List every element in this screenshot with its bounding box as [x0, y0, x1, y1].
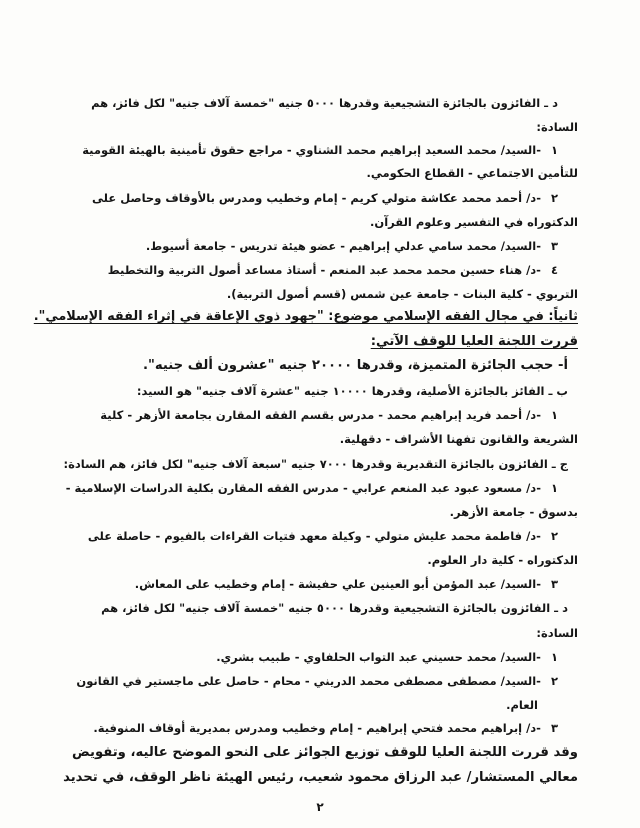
list-item: ١-السيد/ محمد حسيني عبد التواب الحلفاوي - طبيب بشري.: [216, 650, 558, 664]
page-number: ٢: [316, 800, 324, 814]
list-item-cont: الدكتوراه - كلية دار العلوم.: [427, 553, 578, 567]
list-item: ٤-د/ هناء حسين محمد محمد عبد المنعم - أستاذ مساعد أصول التربية والتخطيط: [107, 263, 558, 277]
list-item: ١-د/ مسعود عبود عبد المنعم عرابي - مدرس الفقه المقارن بكلية الدراسات الإسلامية -: [65, 481, 558, 495]
list-item: ٢-د/ أحمد محمد عكاشة متولي كريم - إمام وخطيب ومدرس بالأوقاف وحاصل على: [92, 191, 558, 205]
list-item-cont: بدسوق - جامعة الأزهر.: [449, 505, 578, 519]
item-a: أ- حجب الجائزة المتميزة، وقدرها ٢٠٠٠٠ جنيه "عشرون ألف جنيه".: [142, 358, 568, 373]
item-c: ج ـ الفائزون بالجائزة التقديرية وقدرها ٧٠٠٠ جنيه "سبعة آلاف جنيه" لكل فائز، هم السادة:: [63, 457, 568, 471]
list-item: ٣-د/ إبراهيم محمد فتحي إبراهيم - إمام وخطيب ومدرس بمديرية أوقاف المنوفية.: [93, 721, 558, 735]
closing-paragraph: وقد قررت اللجنة العليا للوقف توزيع الجوائز على النحو الموضح عاليه، وتفويض: [72, 745, 578, 760]
item-d-cont: السادة:: [536, 626, 578, 640]
section-two-title: ثانياً: في مجال الفقه الإسلامي موضوع: "جهود ذوي الإعاقة في إثراء الفقه الإسلامي".: [33, 309, 578, 324]
list-item-cont: التربوي - كلية البنات - جامعة عين شمس (قسم أصول التربية).: [226, 287, 578, 301]
item-d: د ـ الفائزون بالجائزة التشجيعية وقدرها ٥٠٠٠ جنيه "خمسة آلاف جنيه" لكل فائز، هم: [101, 601, 568, 615]
committee-decision-heading: قررت اللجنة العليا للوقف الآتي:: [370, 334, 578, 349]
closing-paragraph-cont: معالي المستشار/ عبد الرزاق محمود شعيب، رئيس الهيئة ناظر الوقف، في تحديد: [63, 770, 578, 785]
list-item: ١-السيد/ محمد السعيد إبراهيم محمد الشناوي - مراجع حقوق تأمينية بالهيئة القومية: [82, 143, 558, 157]
list-item-cont: العام.: [506, 698, 538, 712]
section-d-heading-cont: السادة:: [536, 120, 578, 134]
list-item: ٣-السيد/ عبد المؤمن أبو العينين علي حفيشة - إمام وخطيب على المعاش.: [134, 577, 558, 591]
list-item: ٢-السيد/ مصطفى مصطفى محمد الدريني - محام - حاصل على ماجستير في القانون: [76, 674, 558, 688]
list-item-cont: الدكتوراه في التفسير وعلوم القرآن.: [370, 215, 578, 229]
item-b: ب ـ الفائز بالجائزة الأصلية، وقدرها ١٠٠٠٠ جنيه "عشرة آلاف جنيه" هو السيد:: [136, 384, 568, 398]
list-item: ٢-د/ فاطمة محمد عليش متولي - وكيلة معهد فتيات القراءات بالفيوم - حاصلة على: [87, 529, 558, 543]
list-item: ١-د/ أحمد فريد إبراهيم محمد - مدرس بقسم الفقه المقارن بجامعة الأزهر - كلية: [100, 408, 558, 422]
list-item: ٣-السيد/ محمد سامي عدلي إبراهيم - عضو هيئة تدريس - جامعة أسيوط.: [145, 239, 558, 253]
list-item-cont: للتأمين الاجتماعي - القطاع الحكومي.: [366, 166, 578, 180]
list-item-cont: الشريعة والقانون تفهنا الأشراف - دقهلية.: [339, 432, 578, 446]
section-d-heading: د ـ الفائزون بالجائزة التشجيعية وقدرها ٥٠٠٠ جنيه "خمسة آلاف جنيه" لكل فائز، هم: [91, 96, 558, 110]
